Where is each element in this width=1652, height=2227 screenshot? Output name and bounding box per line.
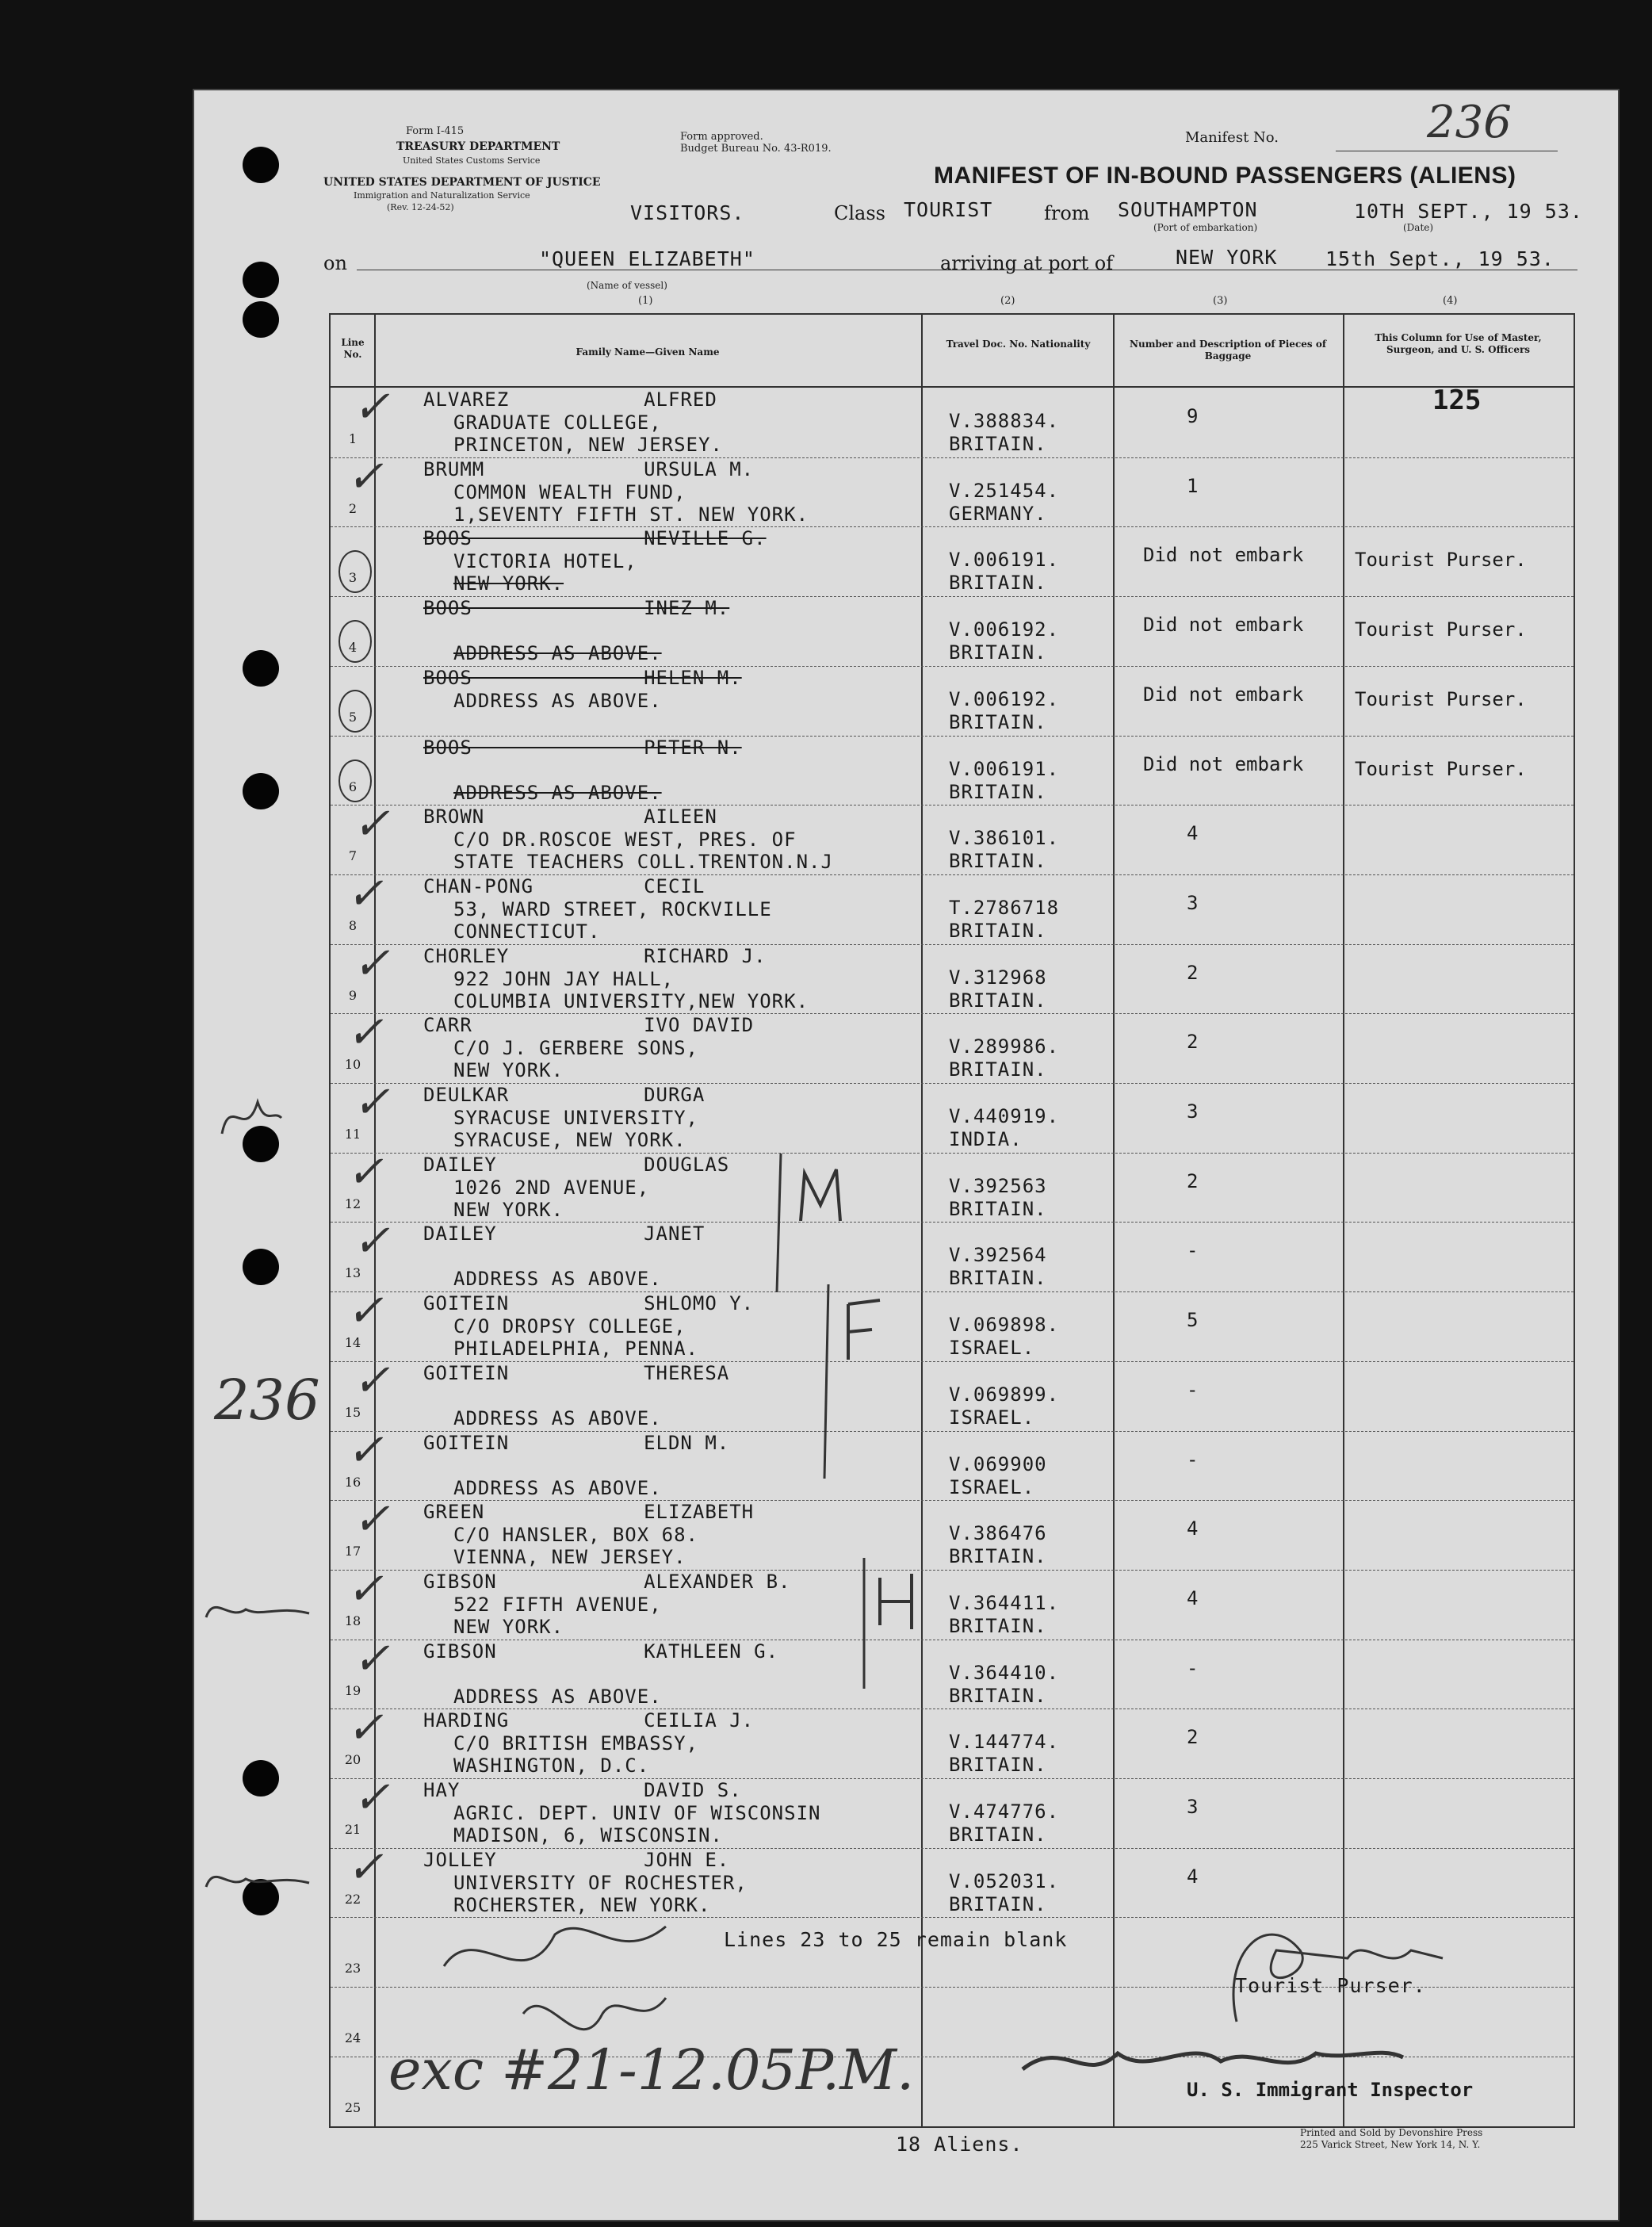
passenger-address-1: COMMON WEALTH FUND,: [453, 480, 686, 503]
printer-line-2: 225 Varick Street, New York 14, N. Y.: [1300, 2139, 1481, 2150]
passenger-address-2: MADISON, 6, WISCONSIN.: [453, 1824, 723, 1846]
check-mark: ✓: [353, 1772, 390, 1823]
travel-doc-number: V.069898.: [949, 1314, 1060, 1337]
passenger-address-1: C/O BRITISH EMBASSY,: [453, 1732, 698, 1755]
arriving-label: arriving at port of: [940, 252, 1114, 274]
passenger-address-1: 522 FIFTH AVENUE,: [453, 1593, 662, 1616]
baggage: 3: [1187, 1100, 1199, 1123]
passenger-name: DAILEY DOUGLAS: [423, 1153, 730, 1176]
check-mark: ✓: [353, 1215, 390, 1268]
form-approved: Form approved.: [680, 131, 763, 143]
handwritten-scribble: [428, 1903, 713, 2077]
nationality: BRITAIN.: [949, 572, 1047, 595]
col-number-4: (4): [1443, 295, 1458, 307]
passenger-address-2: ADDRESS AS ABOVE.: [453, 1406, 662, 1429]
margin-word-cunard: [198, 1855, 317, 1903]
passenger-address-2: COLUMBIA UNIVERSITY,NEW YORK.: [453, 989, 809, 1012]
revision: (Rev. 12-24-52): [387, 202, 454, 212]
baggage: 4: [1187, 1517, 1199, 1540]
line-number: 10: [344, 1057, 361, 1073]
travel-doc-number: V.289986.: [949, 1035, 1060, 1058]
passenger-name: BOOS PETER N.: [423, 736, 742, 759]
nationality: GERMANY.: [949, 502, 1047, 525]
port-arrival: NEW YORK: [1176, 246, 1278, 269]
line-number: 8: [348, 917, 358, 933]
travel-doc-number: V.386101.: [949, 827, 1060, 850]
passenger-address-2: NEW YORK.: [453, 1198, 564, 1221]
family-bracket-m: [773, 1150, 884, 1300]
margin-number: 236: [214, 1368, 320, 1433]
passenger-address-2: ADDRESS AS ABOVE.: [453, 781, 662, 804]
manifest-no-label: Manifest No.: [1185, 129, 1279, 146]
col-number-2: (2): [1000, 295, 1015, 307]
check-mark: ✓: [353, 1632, 390, 1685]
justice-dept: UNITED STATES DEPARTMENT OF JUSTICE: [323, 176, 601, 189]
passenger-name: DAILEY JANET: [423, 1223, 706, 1246]
class-value: TOURIST: [904, 198, 993, 221]
line-number: 1: [348, 431, 358, 446]
nationality: BRITAIN.: [949, 1614, 1047, 1637]
baggage: Did not embark: [1143, 614, 1304, 637]
passenger-name: GREEN ELIZABETH: [423, 1501, 755, 1524]
form-number: Form I-415: [406, 125, 465, 137]
baggage: -: [1187, 1448, 1199, 1471]
check-mark: ✓: [346, 1285, 384, 1337]
binder-hole: [243, 262, 279, 298]
passenger-address-1: 922 JOHN JAY HALL,: [453, 967, 675, 990]
officer-note: Tourist Purser.: [1355, 549, 1527, 572]
passenger-name: BOOS INEZ M.: [423, 597, 730, 620]
baggage: -: [1187, 1239, 1199, 1262]
travel-doc-number: V.364410.: [949, 1661, 1060, 1684]
baggage: 5: [1187, 1309, 1199, 1332]
check-mark: ✓: [346, 867, 384, 920]
cancel-circle: [338, 620, 372, 663]
nationality: ISRAEL.: [949, 1337, 1035, 1360]
passenger-address-2: PRINCETON, NEW JERSEY.: [453, 434, 723, 456]
handwritten-exc-note: exc #21-12.05P.M.: [388, 2038, 915, 2103]
baggage: 4: [1187, 822, 1199, 845]
line-number: 18: [344, 1613, 361, 1628]
check-mark: ✓: [353, 1494, 390, 1546]
travel-doc-number: V.251454.: [949, 479, 1060, 502]
purser-signature: [1205, 1903, 1459, 2045]
nationality: ISRAEL.: [949, 1406, 1035, 1429]
nationality: BRITAIN.: [949, 1197, 1047, 1220]
check-mark: ✓: [346, 1424, 384, 1476]
check-mark: ✓: [346, 1563, 384, 1615]
nationality: BRITAIN.: [949, 1058, 1047, 1081]
passenger-name: HAY DAVID S.: [423, 1779, 742, 1801]
passenger-name: BRUMM URSULA M.: [423, 457, 755, 480]
baggage: 3: [1187, 1796, 1199, 1818]
line-number: 22: [344, 1891, 361, 1907]
baggage: 2: [1187, 961, 1199, 984]
manifest-title: MANIFEST OF IN-BOUND PASSENGERS (ALIENS): [934, 163, 1516, 189]
line-number: 24: [344, 2030, 361, 2046]
binder-hole: [243, 301, 279, 338]
officer-note: Tourist Purser.: [1355, 687, 1527, 710]
officer-note: 125: [1432, 385, 1482, 416]
passenger-address-2: ADDRESS AS ABOVE.: [453, 642, 662, 665]
baggage: Did not embark: [1143, 544, 1304, 567]
passenger-name: GOITEIN THERESA: [423, 1361, 730, 1384]
line-number: 5: [348, 709, 358, 725]
passenger-address-2: NEW YORK.: [453, 572, 564, 595]
inspector-label: U. S. Immigrant Inspector: [1187, 2079, 1474, 2101]
baggage: Did not embark: [1143, 752, 1304, 775]
passenger-name: GOITEIN SHLOMO Y.: [423, 1292, 755, 1315]
header-officers: This Column for Use of Master, Surgeon, and U. S. Officers: [1375, 332, 1542, 355]
total-aliens: 18 Aliens.: [896, 2133, 1023, 2156]
travel-doc-number: V.144774.: [949, 1731, 1060, 1754]
header-name: Family Name—Given Name: [576, 346, 720, 358]
travel-doc-number: V.312968: [949, 966, 1047, 989]
line-number: 17: [344, 1544, 361, 1559]
passenger-name: CHAN-PONG CECIL: [423, 874, 706, 897]
passenger-address-1: GRADUATE COLLEGE,: [453, 411, 662, 434]
travel-doc-number: V.006192.: [949, 618, 1060, 641]
cancel-circle: [338, 690, 372, 733]
nationality: BRITAIN.: [949, 710, 1047, 733]
passenger-address-1: ADDRESS AS ABOVE.: [453, 689, 662, 712]
date-caption: (Date): [1403, 222, 1434, 233]
passenger-name: BOOS NEVILLE G.: [423, 527, 767, 550]
passenger-address-2: SYRACUSE, NEW YORK.: [453, 1129, 686, 1151]
from-label: from: [1044, 202, 1090, 224]
passenger-address-2: ROCHERSTER, NEW YORK.: [453, 1893, 711, 1916]
binder-hole: [243, 773, 279, 809]
port-embarkation: SOUTHAMPTON: [1118, 198, 1258, 221]
nationality: ISRAEL.: [949, 1475, 1035, 1498]
passenger-name: JOLLEY JOHN E.: [423, 1848, 730, 1871]
passenger-name: BOOS HELEN M.: [423, 666, 742, 689]
col-divider: [921, 315, 923, 2126]
passenger-name: GIBSON ALEXANDER B.: [423, 1570, 791, 1593]
baggage: 2: [1187, 1726, 1199, 1749]
passenger-name: HARDING CEILIA J.: [423, 1709, 755, 1732]
col-divider: [1113, 315, 1115, 2126]
header-rule: [331, 386, 1574, 388]
travel-doc-number: V.392563: [949, 1174, 1047, 1197]
passenger-address-2: WASHINGTON, D.C.: [453, 1754, 650, 1777]
cancel-circle: [338, 550, 372, 593]
passenger-address-2: NEW YORK.: [453, 1059, 564, 1082]
on-label: on: [323, 252, 347, 274]
line-number: 23: [344, 1961, 361, 1976]
passenger-name: GIBSON KATHLEEN G.: [423, 1640, 779, 1663]
check-mark: ✓: [346, 1702, 384, 1754]
manifest-number: 236: [1427, 97, 1512, 148]
passenger-address-2: VIENNA, NEW JERSEY.: [453, 1546, 686, 1569]
binder-hole: [243, 1760, 279, 1797]
travel-doc-number: V.052031.: [949, 1869, 1060, 1892]
line-number: 11: [344, 1127, 361, 1142]
passenger-address-2: 1,SEVENTY FIFTH ST. NEW YORK.: [453, 503, 809, 526]
baggage: -: [1187, 1378, 1199, 1401]
passenger-name: DEULKAR DURGA: [423, 1084, 706, 1106]
passenger-address-1: C/O HANSLER, BOX 68.: [453, 1524, 698, 1547]
passenger-address-1: 1026 2ND AVENUE,: [453, 1176, 650, 1199]
port-embark-caption: (Port of embarkation): [1153, 222, 1258, 233]
passenger-address-2: PHILADELPHIA, PENNA.: [453, 1337, 698, 1360]
baggage: 4: [1187, 1865, 1199, 1888]
passenger-address-1: UNIVERSITY OF ROCHESTER,: [453, 1871, 748, 1894]
passenger-name: CHORLEY RICHARD J.: [423, 944, 767, 967]
family-bracket-f: [820, 1280, 916, 1487]
passenger-name: ALVAREZ ALFRED: [423, 388, 717, 411]
passenger-address-1: AGRIC. DEPT. UNIV OF WISCONSIN: [453, 1802, 821, 1824]
travel-doc-number: T.2786718: [949, 896, 1060, 919]
header-line-no: Line No.: [341, 337, 365, 360]
customs-service: United States Customs Service: [403, 155, 541, 166]
passenger-name: CARR IVO DAVID: [423, 1014, 755, 1037]
officer-note: Tourist Purser.: [1355, 618, 1527, 641]
check-mark: ✓: [346, 450, 384, 503]
passenger-address-2: STATE TEACHERS COLL.TRENTON.N.J: [453, 851, 833, 874]
passenger-address-1: C/O J. GERBERE SONS,: [453, 1037, 698, 1060]
passenger-name: BROWN AILEEN: [423, 805, 717, 828]
nationality: BRITAIN.: [949, 433, 1047, 455]
passenger-address-2: CONNECTICUT.: [453, 920, 601, 943]
check-mark: ✓: [346, 1146, 384, 1198]
travel-doc-number: V.069900: [949, 1452, 1047, 1475]
baggage: 3: [1187, 891, 1199, 914]
travel-doc-number: V.392564: [949, 1244, 1047, 1267]
purser-signature-title: Tourist Purser.: [1235, 1974, 1426, 1997]
baggage: Did not embark: [1143, 683, 1304, 706]
blank-lines-note: Lines 23 to 25 remain blank: [724, 1928, 1068, 1951]
line-number: 9: [348, 987, 358, 1003]
treasury-dept: TREASURY DEPARTMENT: [396, 140, 560, 153]
margin-word-cunard: [198, 1586, 317, 1633]
binder-hole: [243, 147, 279, 183]
passenger-address-1: VICTORIA HOTEL,: [453, 550, 637, 573]
passenger-address-1: C/O DROPSY COLLEGE,: [453, 1315, 686, 1338]
passenger-address-1: C/O DR.ROSCOE WEST, PRES. OF: [453, 828, 797, 851]
arrival-date: 15th Sept., 19 53.: [1325, 247, 1554, 270]
nationality: BRITAIN.: [949, 641, 1047, 664]
nationality: BRITAIN.: [949, 1892, 1047, 1915]
line-number: 4: [348, 640, 358, 656]
budget-bureau: Budget Bureau No. 43-R019.: [680, 143, 832, 155]
check-mark: ✓: [353, 1077, 390, 1128]
family-bracket-h: [856, 1554, 951, 1697]
line-number: 19: [344, 1682, 361, 1698]
nationality: BRITAIN.: [949, 1545, 1047, 1568]
nationality: BRITAIN.: [949, 1823, 1047, 1846]
check-mark: ✓: [353, 937, 390, 989]
travel-doc-number: V.006192.: [949, 687, 1060, 710]
col-number-1: (1): [638, 295, 653, 307]
header-doc: Travel Doc. No. Nationality: [946, 339, 1091, 350]
manifest-table: [329, 313, 1575, 2128]
travel-doc-number: V.364411.: [949, 1591, 1060, 1614]
baggage: 1: [1187, 474, 1199, 497]
check-mark: ✓: [353, 798, 390, 851]
embark-date: 10TH SEPT., 19 53.: [1354, 200, 1583, 223]
inspector-signature: [1015, 2030, 1411, 2093]
line-number: 16: [344, 1474, 361, 1490]
line-number: 6: [348, 779, 358, 794]
travel-doc-number: V.006191.: [949, 757, 1060, 780]
nationality: BRITAIN.: [949, 780, 1047, 803]
officer-note: Tourist Purser.: [1355, 757, 1527, 780]
line-number: 3: [348, 570, 358, 586]
line-number: 20: [344, 1752, 361, 1768]
vessel-caption: (Name of vessel): [587, 280, 667, 291]
travel-doc-number: V.069899.: [949, 1383, 1060, 1406]
line-number: 13: [344, 1265, 361, 1281]
baggage: 4: [1187, 1586, 1199, 1609]
nationality: BRITAIN.: [949, 919, 1047, 942]
baggage: 9: [1187, 405, 1199, 427]
passenger-name: GOITEIN ELDN M.: [423, 1431, 730, 1454]
check-mark: ✓: [353, 1354, 390, 1406]
travel-doc-number: V.386476: [949, 1522, 1047, 1545]
line-number: 2: [348, 500, 358, 516]
baggage: -: [1187, 1656, 1199, 1679]
nationality: BRITAIN.: [949, 1754, 1047, 1777]
header-baggage: Number and Description of Pieces of Baggage: [1130, 339, 1326, 362]
passenger-address-2: ADDRESS AS ABOVE.: [453, 1685, 662, 1708]
check-mark: ✓: [346, 1841, 384, 1893]
line-number: 7: [348, 848, 358, 864]
nationality: BRITAIN.: [949, 850, 1047, 873]
passenger-address-2: NEW YORK.: [453, 1615, 564, 1638]
baggage: 2: [1187, 1031, 1199, 1054]
nationality: INDIA.: [949, 1128, 1023, 1150]
baggage: 2: [1187, 1169, 1199, 1192]
col-divider: [1343, 315, 1344, 2126]
line-number: 21: [344, 1822, 361, 1837]
margin-scribble: [214, 1086, 285, 1150]
col-number-3: (3): [1213, 295, 1228, 307]
line-number: 15: [344, 1404, 361, 1420]
check-mark: ✓: [353, 381, 390, 433]
class-label: Class: [834, 202, 885, 224]
ins-service: Immigration and Naturalization Service: [354, 190, 530, 201]
line-number: 14: [344, 1335, 361, 1351]
line-number: 12: [344, 1196, 361, 1211]
nationality: BRITAIN.: [949, 989, 1047, 1012]
travel-doc-number: V.388834.: [949, 410, 1060, 432]
check-mark: ✓: [346, 1007, 384, 1059]
passenger-address-2: ADDRESS AS ABOVE.: [453, 1476, 662, 1499]
nationality: BRITAIN.: [949, 1684, 1047, 1707]
passenger-address-2: ADDRESS AS ABOVE.: [453, 1268, 662, 1291]
nationality: BRITAIN.: [949, 1267, 1047, 1290]
travel-doc-number: V.474776.: [949, 1800, 1060, 1823]
cancel-circle: [338, 760, 372, 802]
passenger-address-1: SYRACUSE UNIVERSITY,: [453, 1107, 698, 1129]
binder-hole: [243, 650, 279, 687]
travel-doc-number: V.440919.: [949, 1105, 1060, 1127]
printer-line-1: Printed and Sold by Devonshire Press: [1300, 2127, 1483, 2138]
vessel-name: "QUEEN ELIZABETH": [539, 247, 755, 270]
visitors-label: VISITORS.: [630, 201, 745, 224]
binder-hole: [243, 1249, 279, 1285]
line-number: 25: [344, 2099, 361, 2115]
passenger-address-1: 53, WARD STREET, ROCKVILLE: [453, 897, 772, 920]
travel-doc-number: V.006191.: [949, 549, 1060, 572]
